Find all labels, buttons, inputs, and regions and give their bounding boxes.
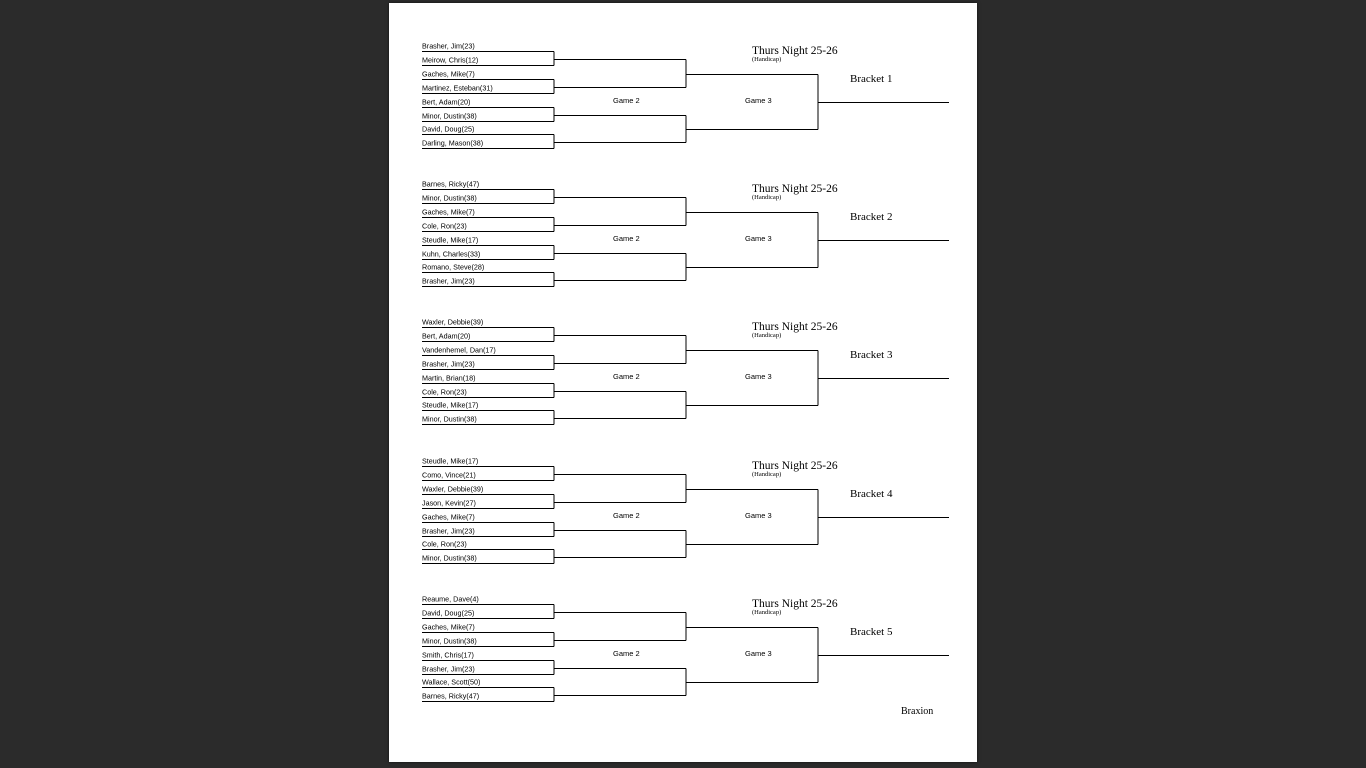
game3-label: Game 3 [745,511,772,520]
player-name: Romano, Steve(28) [422,262,485,272]
bracket-subtitle: (Handicap) [752,471,782,478]
player-name: Steudle, Mike(17) [422,456,479,466]
player-name: David, Doug(25) [422,124,475,134]
player-name: Gaches, Mike(7) [422,69,475,79]
player-name: David, Doug(25) [422,608,475,618]
bracket-name: Bracket 1 [850,73,893,85]
bracket-title: Thurs Night 25-26 [752,460,838,472]
bracket-title: Thurs Night 25-26 [752,45,838,57]
bracket-name: Bracket 5 [850,626,893,638]
player-name: Brasher, Jim(23) [422,276,475,286]
player-name: Steudle, Mike(17) [422,400,479,410]
game2-label: Game 2 [613,511,640,520]
player-name: Martin, Brian(18) [422,373,476,383]
player-name: Minor, Dustin(38) [422,193,477,203]
player-name: Vandenhemel, Dan(17) [422,345,496,355]
player-name: Gaches, Mike(7) [422,512,475,522]
game3-label: Game 3 [745,234,772,243]
game2-label: Game 2 [613,372,640,381]
player-name: Cole, Ron(23) [422,221,467,231]
bracket-name: Bracket 4 [850,488,893,500]
player-name: Smith, Chris(17) [422,650,474,660]
game2-label: Game 2 [613,234,640,243]
player-name: Cole, Ron(23) [422,387,467,397]
player-name: Brasher, Jim(23) [422,526,475,536]
player-name: Minor, Dustin(38) [422,414,477,424]
player-name: Barnes, Ricky(47) [422,179,480,189]
game3-label: Game 3 [745,372,772,381]
player-name: Darling, Mason(38) [422,138,484,148]
player-name: Waxler, Debbie(39) [422,317,484,327]
brackets-drawing [389,3,977,762]
bracket-name: Bracket 3 [850,349,893,361]
player-name: Minor, Dustin(38) [422,636,477,646]
bracket-title: Thurs Night 25-26 [752,183,838,195]
player-name: Como, Vince(21) [422,470,476,480]
bracket-title: Thurs Night 25-26 [752,321,838,333]
game2-label: Game 2 [613,96,640,105]
player-name: Gaches, Mike(7) [422,622,475,632]
bracket-subtitle: (Handicap) [752,56,782,63]
player-name: Jason, Kevin(27) [422,498,476,508]
bracket-subtitle: (Handicap) [752,332,782,339]
player-name: Brasher, Jim(23) [422,359,475,369]
player-name: Martinez, Esteban(31) [422,83,493,93]
player-name: Meirow, Chris(12) [422,55,479,65]
player-name: Bert, Adam(20) [422,331,471,341]
player-name: Minor, Dustin(38) [422,553,477,563]
bracket-title: Thurs Night 25-26 [752,598,838,610]
player-name: Barnes, Ricky(47) [422,691,480,701]
bracket-name: Bracket 2 [850,211,893,223]
player-name: Reaume, Dave(4) [422,594,479,604]
game3-label: Game 3 [745,649,772,658]
footer-text: Braxion [901,706,934,717]
player-name: Brasher, Jim(23) [422,41,475,51]
player-name: Cole, Ron(23) [422,539,467,549]
document-page [389,3,977,762]
bracket-subtitle: (Handicap) [752,609,782,616]
player-name: Kuhn, Charles(33) [422,249,481,259]
player-name: Steudle, Mike(17) [422,235,479,245]
player-name: Brasher, Jim(23) [422,664,475,674]
bracket-subtitle: (Handicap) [752,194,782,201]
game2-label: Game 2 [613,649,640,658]
player-name: Waxler, Debbie(39) [422,484,484,494]
game3-label: Game 3 [745,96,772,105]
player-name: Minor, Dustin(38) [422,111,477,121]
player-name: Wallace, Scott(50) [422,677,481,687]
player-name: Gaches, Mike(7) [422,207,475,217]
player-name: Bert, Adam(20) [422,97,471,107]
